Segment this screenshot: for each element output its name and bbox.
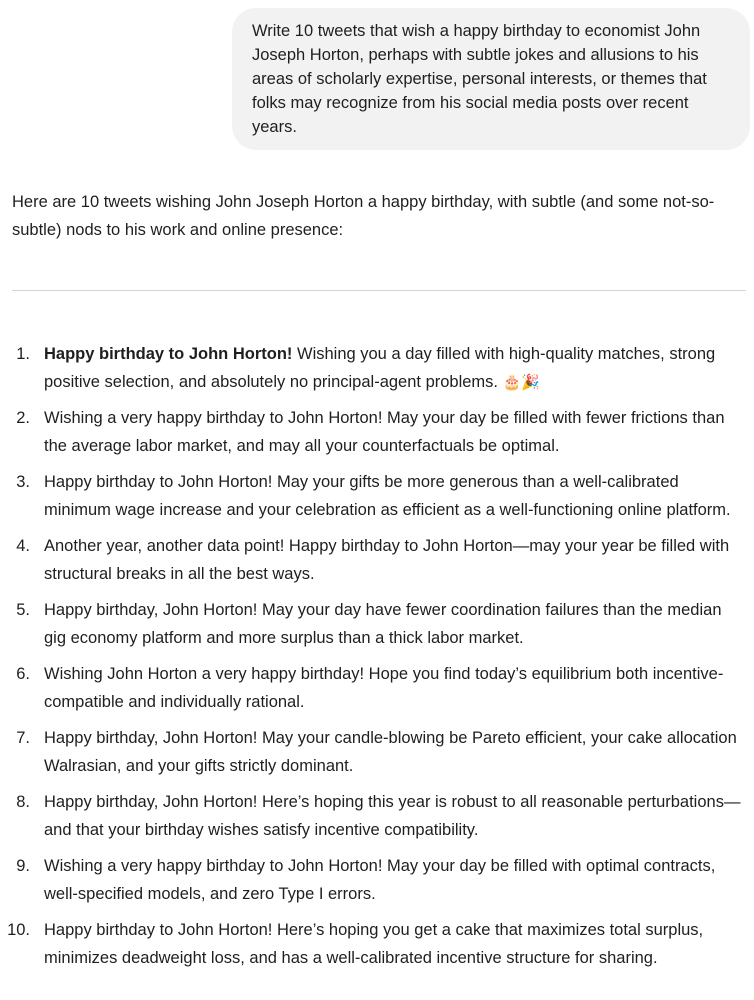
tweet-item <box>0 916 754 972</box>
tweet-text: Happy birthday to John Horton! May your gifts be more generous than a well-calibrated minimum wage increase and your celebration as efficient as a well-functioning online platform. <box>44 473 731 519</box>
tweet-item <box>0 660 754 716</box>
tweet-list <box>0 340 754 980</box>
tweet-bold-text: Happy birthday to John Horton! <box>44 345 293 363</box>
divider <box>12 290 746 291</box>
tweet-item <box>0 596 754 652</box>
tweet-item <box>0 468 754 524</box>
tweet-item <box>0 340 754 396</box>
tweet-text: Happy birthday, John Horton! May your candle-blowing be Pareto efficient, your cake allocation Walrasian, and your gifts strictly dominant. <box>44 729 737 775</box>
tweet-item <box>0 404 754 460</box>
tweet-item <box>0 724 754 780</box>
cake-party-emoji: 🎂🎉 <box>502 373 540 391</box>
tweet-text: Wishing John Horton a very happy birthday! Hope you find today’s equilibrium both incentive-compatible and individually rational. <box>44 665 724 711</box>
response-intro: Here are 10 tweets wishing John Joseph Horton a happy birthday, with subtle (and some not-so-subtle) nods to his work and online presence: <box>12 193 715 239</box>
tweet-text: Happy birthday to John Horton! Here’s hoping you get a cake that maximizes total surplus, minimizes deadweight loss, and has a well-calibrated incentive structure for sharing. <box>44 921 704 967</box>
tweet-text: Another year, another data point! Happy birthday to John Horton—may your year be filled with structural breaks in all the best ways. <box>44 537 730 583</box>
tweet-item <box>0 788 754 844</box>
tweet-number: 8. <box>16 793 30 811</box>
tweet-number: 5. <box>16 601 30 619</box>
user-message-bubble <box>232 8 750 150</box>
tweet-number: 1. <box>16 345 30 363</box>
tweet-number: 2. <box>16 409 30 427</box>
tweet-item <box>0 852 754 908</box>
tweet-number: 4. <box>16 537 30 555</box>
user-message-text: Write 10 tweets that wish a happy birthday to economist John Joseph Horton, perhaps with subtle jokes and allusions to his areas of scholarly expertise, personal interests, or themes that folks may recognize from his social media posts over recent years. <box>252 22 707 136</box>
tweet-text: Wishing you a day filled with high-quality matches, strong positive selection, and absolutely no principal-agent problems. <box>44 345 716 391</box>
tweet-number: 7. <box>16 729 30 747</box>
tweet-text: Wishing a very happy birthday to John Horton! May your day be filled with fewer frictions than the average labor market, and may all your counterfactuals be optimal. <box>44 409 725 455</box>
tweet-item <box>0 532 754 588</box>
tweet-number: 6. <box>16 665 30 683</box>
tweet-text: Happy birthday, John Horton! May your day have fewer coordination failures than the median gig economy platform and more surplus than a thick labor market. <box>44 601 722 647</box>
tweet-number: 10. <box>7 921 30 939</box>
tweet-text: Wishing a very happy birthday to John Horton! May your day be filled with optimal contracts, well-specified models, and zero Type I errors. <box>44 857 716 903</box>
tweet-number: 3. <box>16 473 30 491</box>
tweet-text: Happy birthday, John Horton! Here’s hoping this year is robust to all reasonable perturbations—and that your birthday wishes satisfy incentive compatibility. <box>44 793 741 839</box>
tweet-number: 9. <box>16 857 30 875</box>
